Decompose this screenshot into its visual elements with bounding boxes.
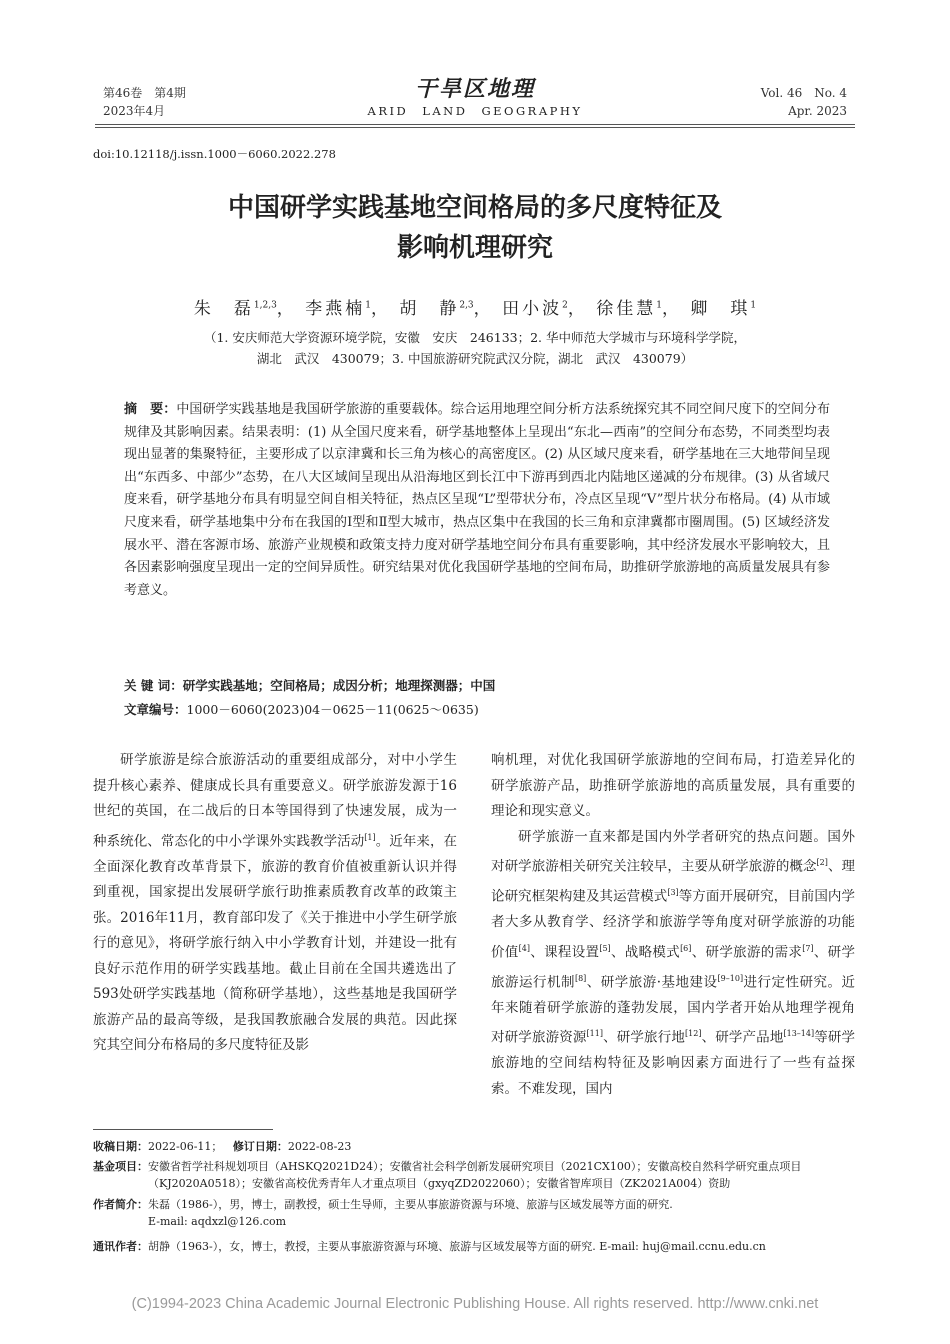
citation[interactable]: [9–10] bbox=[717, 973, 744, 983]
body-text: 、研学旅游的需求 bbox=[691, 944, 803, 960]
body-text: 等方面开展研究，目前国内学者大多从教育学、经济学和旅游学等角度对研学旅游的功能价值 bbox=[491, 888, 855, 960]
body-text: 研学旅游一直来都是国内外学者研究的热点问题。国外对研学旅游相关研究关注较早，主要从研学旅游的概念 bbox=[491, 828, 855, 875]
affiliations bbox=[0, 327, 950, 369]
footnote-author bbox=[93, 1196, 853, 1230]
author-affil-sup: 2 bbox=[562, 300, 568, 311]
footnote-dates bbox=[93, 1138, 853, 1155]
body-paragraph: 响机理，对优化我国研学旅游地的空间布局，打造差异化的研学旅游产品，助推研学旅游地的高质量发展，具有重要的理论和现实意义。 bbox=[491, 752, 855, 819]
keywords-text: 研学实践基地；空间格局；成因分析；地理探测器；中国 bbox=[182, 678, 496, 693]
affiliation-line-2: 湖北 武汉 430079；3. 中国旅游研究院武汉分院，湖北 武汉 430079） bbox=[256, 351, 694, 366]
author-name: 朱 磊 bbox=[193, 299, 254, 319]
body-text: 、研学旅行地 bbox=[602, 1029, 686, 1046]
body-text: 、研学产品地 bbox=[701, 1029, 784, 1046]
body-text: 、课程设置 bbox=[529, 944, 600, 960]
affiliation-line-1: （1. 安庆师范大学资源环境学院，安徽 安庆 246133；2. 华中师范大学城市与环境科学学院， bbox=[203, 330, 747, 345]
date-en: Apr. 2023 bbox=[788, 104, 847, 118]
fund-text: 安徽省哲学社科规划项目（AHSKQ2021D24）；安徽省社会科学创新发展研究项目（2021CX100）；安徽高校自然科学研究重点项目（KJ2020A0518）；安徽省高校优秀青年人才重点项目（gxyqZD2022060）；安徽省智库项目（ZK2021A004）资助 bbox=[148, 1160, 802, 1190]
revised-label: 修订日期： bbox=[232, 1140, 288, 1153]
fund-label: 基金项目： bbox=[93, 1160, 148, 1173]
article-number-label: 文章编号： bbox=[124, 702, 187, 717]
volume-issue-cn: 第46卷 第4期 bbox=[103, 86, 186, 100]
body-text: 研学旅游是综合旅游活动的重要组成部分，对中小学生提升核心素养、健康成长具有重要意义。研学旅游发源于16世纪的英国，在二战后的日本等国得到了快速发展，成为一种系统化、常态化的中小学课外实践教学活动 bbox=[93, 752, 457, 849]
paper-title bbox=[0, 188, 950, 268]
author-affil-sup: 1 bbox=[656, 300, 662, 311]
revised-date: 2022-08-23 bbox=[287, 1140, 352, 1153]
received-label: 收稿日期： bbox=[93, 1140, 148, 1153]
footnote-rule bbox=[93, 1129, 273, 1130]
body-text: 。近年来，在全面深化教育改革背景下，旅游的教育价值被重新认识并得到重视，国家提出发展研学旅行助推素质教育改革的政策主张。2016年11月，教育部印发了《关于推进中小学生研学旅行的意见》，将研学旅行纳入中小学教育计划，并建设一批有良好示范作用的研学实践基地。截止目前在全国共遴选出了593处研学实践基地（简称研学基地），这些基地是我国研学旅游产品的最高等级，是我国教旅融合发展的典范。因此探究其空间分布格局的多尺度特征及影 bbox=[93, 833, 458, 1053]
journal-title-cn: 干旱区地理 bbox=[414, 76, 535, 102]
date-cn: 2023年4月 bbox=[103, 104, 166, 118]
volume-issue-en: Vol. 46 No. 4 bbox=[760, 86, 847, 100]
author-name: 李燕楠 bbox=[305, 299, 366, 319]
journal-title-en: ARID LAND GEOGRAPHY bbox=[367, 104, 583, 118]
article-number bbox=[124, 700, 479, 718]
body-text: 、研学旅游运行机制 bbox=[491, 944, 855, 990]
body-text: 进行定性研究。近年来随着研学旅游的蓬勃发展，国内学者开始从地理学视角对研学旅游资源 bbox=[491, 974, 856, 1046]
header-rule-bottom bbox=[95, 127, 855, 128]
corresponding-label: 通讯作者： bbox=[93, 1240, 148, 1253]
keywords-label: 关 键 词： bbox=[124, 678, 183, 693]
abstract bbox=[124, 399, 830, 602]
author-affil-sup: 2,3 bbox=[459, 300, 474, 311]
keywords bbox=[124, 676, 495, 694]
footnote-corresponding bbox=[93, 1238, 853, 1255]
author-affil-sup: 1 bbox=[365, 300, 371, 311]
citation[interactable]: [13–14] bbox=[783, 1029, 815, 1038]
citation[interactable]: [6] bbox=[680, 943, 692, 953]
body-paragraph bbox=[93, 748, 457, 1059]
author-bio-text: 朱磊（1986-），男，博士，副教授，硕士生导师，主要从事旅游资源与环境、旅游与区域发展等方面的研究. bbox=[148, 1198, 673, 1211]
citation[interactable]: [11] bbox=[586, 1029, 603, 1038]
citation[interactable]: [2] bbox=[816, 858, 828, 867]
body-paragraph bbox=[491, 825, 855, 1103]
citation[interactable]: [1] bbox=[364, 832, 376, 842]
citation[interactable]: [4] bbox=[518, 943, 530, 953]
body-text: 、战略模式 bbox=[610, 944, 681, 960]
body-text: 、研学旅游·基地建设 bbox=[586, 974, 718, 990]
header-right bbox=[761, 84, 847, 120]
author-name: 胡 静 bbox=[399, 299, 460, 319]
copyright-notice: (C)1994-2023 China Academic Journal Electronic Publishing House. All rights reserved. http://www.cnki.net bbox=[131, 1296, 819, 1312]
body-text: 等研学旅游地的空间结构特征及影响因素方面进行了一些有益探索。不难发现，国内 bbox=[491, 1029, 856, 1097]
article-number-text: 1000－6060(2023)04－0625－11(0625～0635) bbox=[186, 702, 479, 717]
abstract-text: 中国研学实践基地是我国研学旅游的重要载体。综合运用地理空间分析方法系统探究其不同空间尺度下的空间分布规律及其影响因素。结果表明：(1) 从全国尺度来看，研学基地整体上呈现出“东北—西南”的空间分布态势，不同类型均表现出显著的集聚特征，主要形成了以京津冀和长三角为核心的高密度区。(2) 从区域尺度来看，研学基地在三大地带间呈现出“东西多、中部少”态势，在八大区域间呈现出从沿海地区到长江中下游再到西北内陆地区递减的分布规律。(3) 从省域尺度来看，研学基地分布具有明显空间自相关特征，热点区呈现“L”型带状分布，冷点区呈现“V”型片状分布格局。(4) 从市域尺度来看，研学基地集中分布在我国的Ⅰ型和Ⅱ型大城市，热点区集中在我国的长三角和京津冀都市圈周围。(5) 区域经济发展水平、潜在客源市场、旅游产业规模和政策支持力度对研学基地空间分布具有重要影响，其中经济发展水平影响较大，且各因素影响强度呈现出一定的空间异质性。研究结果对优化我国研学基地的空间布局，助推研学旅游地的高质量发展具有参考意义。 bbox=[124, 402, 830, 598]
author-bio-label: 作者简介： bbox=[93, 1198, 148, 1211]
header-rule-top bbox=[95, 124, 855, 125]
author-name: 卿 琪 bbox=[690, 299, 751, 319]
title-line-2: 影响机理研究 bbox=[396, 233, 553, 263]
body-column-right bbox=[491, 748, 855, 1102]
author-list: 朱 磊$^{1,2,3}$， 李燕楠$^1$， 胡 静$^{2,3}$， 田小波$^2$， 徐佳慧$^1$， 卿 琪$^1$ bbox=[193, 299, 757, 319]
author-name: 田小波 bbox=[502, 299, 563, 319]
footnote-fund bbox=[93, 1158, 853, 1192]
citation[interactable]: [5] bbox=[599, 943, 611, 953]
body-text: 、理论研究框架构建及其运营模式 bbox=[491, 858, 856, 905]
author-affil-sup: 1,2,3 bbox=[253, 300, 277, 311]
citation[interactable]: [8] bbox=[574, 973, 587, 983]
body-column-left bbox=[93, 748, 457, 1059]
received-date: 2022-06-11； bbox=[148, 1140, 223, 1153]
citation[interactable]: [7] bbox=[802, 943, 814, 953]
abstract-label: 摘 要： bbox=[124, 402, 177, 417]
citation[interactable]: [3] bbox=[667, 888, 679, 897]
author-affil-sup: 1 bbox=[750, 300, 757, 311]
doi[interactable]: doi:10.12118/j.issn.1000－6060.2022.278 bbox=[93, 147, 336, 161]
corresponding-text: 胡静（1963-），女，博士，教授，主要从事旅游资源与环境、旅游与区域发展等方面的研究. E-mail: huj@mail.ccnu.edu.cn bbox=[148, 1240, 766, 1253]
author-name: 徐佳慧 bbox=[596, 299, 657, 319]
author-email[interactable]: E-mail: aqdxzl@126.com bbox=[148, 1215, 287, 1228]
citation[interactable]: [12] bbox=[685, 1029, 702, 1038]
title-line-1: 中国研学实践基地空间格局的多尺度特征及 bbox=[227, 193, 722, 223]
